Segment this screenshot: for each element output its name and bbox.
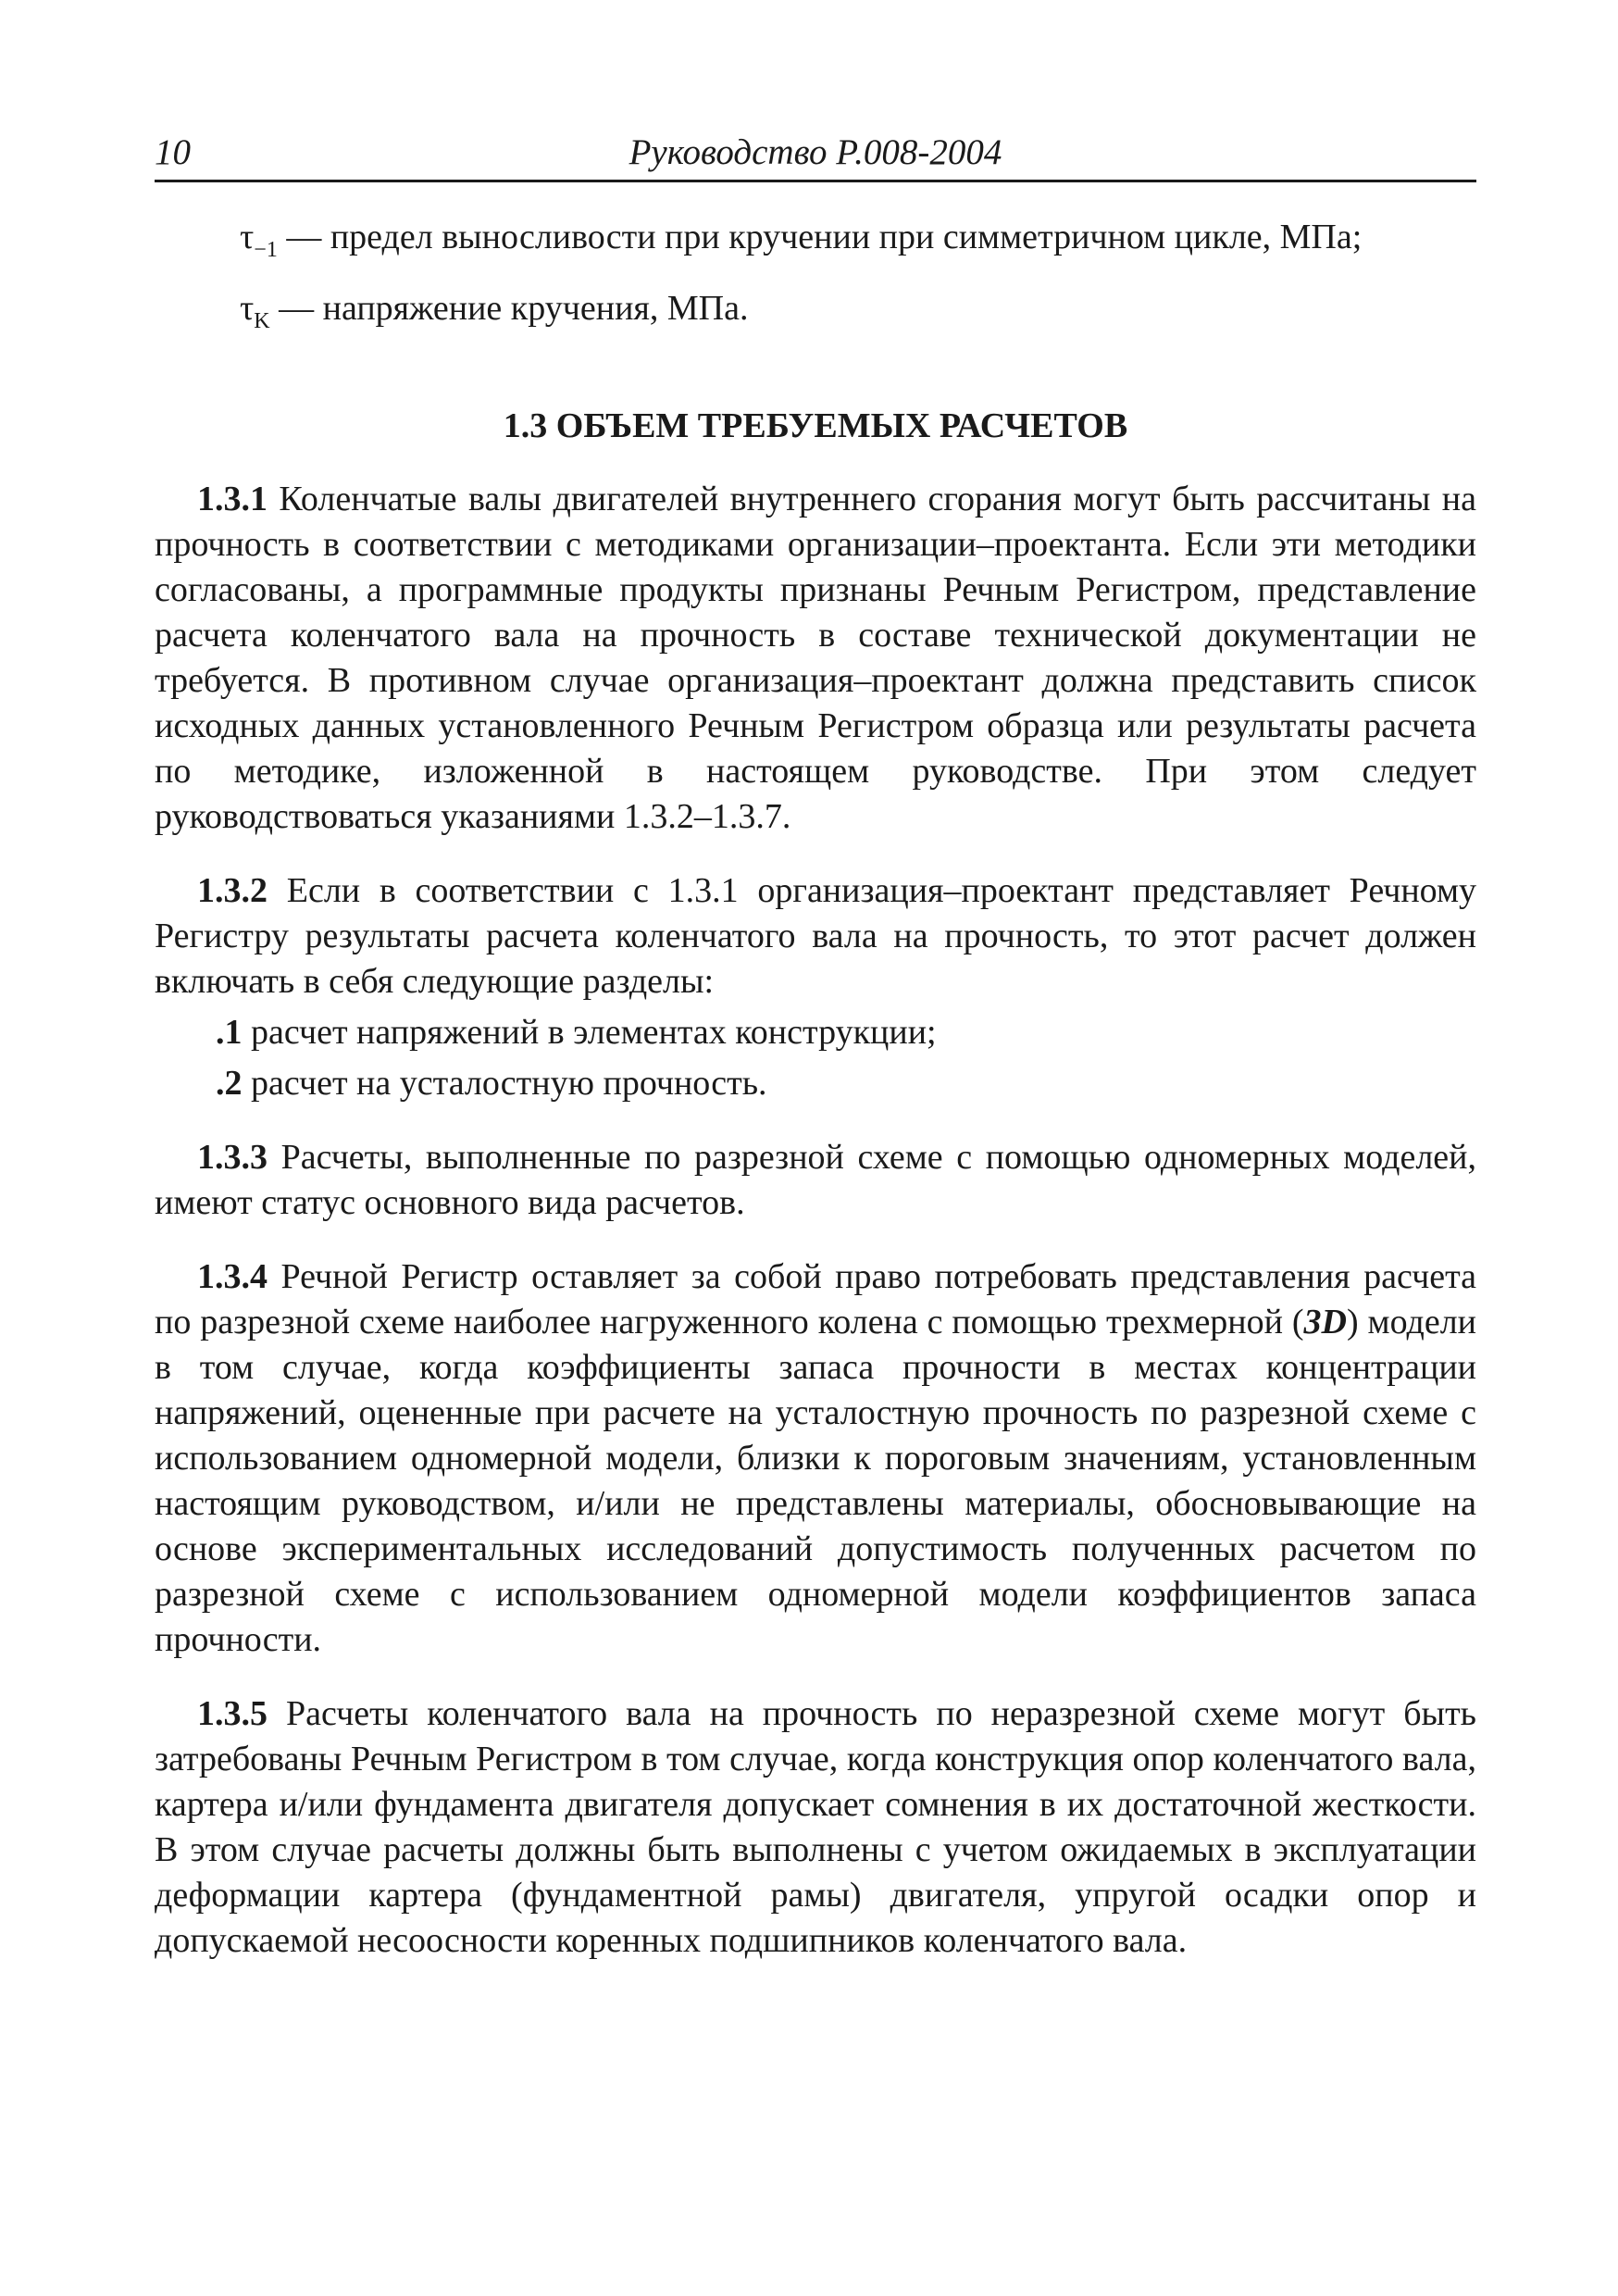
symbol-subscript: K <box>254 309 270 333</box>
item-text: расчет на усталостную прочность. <box>251 1064 767 1103</box>
paragraph-number: 1.3.1 <box>197 480 268 518</box>
page-body <box>155 215 1476 1964</box>
paragraph-1-3-1 <box>155 477 1476 840</box>
symbol-tau: τ <box>240 289 255 328</box>
paragraph-1-3-3 <box>155 1135 1476 1226</box>
item-text: расчет напряжений в элементах конструкции; <box>251 1013 937 1052</box>
paragraph-text: Расчеты коленчатого вала на прочность по неразрезной схеме могут быть затребованы Речным Регистром в том случае, когда конструкция опор коленчатого вала, картера и/или фундамента двигателя допускает сомнения в их достаточной жесткости. В этом случае расчеты должны быть выполнены с учетом ожидаемых в эксплуатации деформации картера (фундаментной рамы) двигателя, упругой осадки опор и допускаемой несоосности коренных подшипников коленчатого вала. <box>155 1694 1477 1960</box>
symbol-subscript: −1 <box>254 238 278 262</box>
document-title: Руководство Р.008-2004 <box>629 132 1002 172</box>
definition-text: — предел выносливости при кручении при симметричном цикле, МПа; <box>286 218 1363 256</box>
page-number: 10 <box>155 132 191 172</box>
paragraph-number: 1.3.3 <box>197 1138 268 1177</box>
item-number: .2 <box>216 1064 243 1103</box>
paragraph-text: Речной Регистр оставляет за собой право потребовать представления расчета по разрезной схеме наиболее нагруженного колена с помощью трехмерной ( <box>155 1257 1477 1341</box>
symbol-tau: τ <box>240 218 255 256</box>
list-item <box>155 1010 1476 1055</box>
paragraph-number: 1.3.2 <box>197 871 268 910</box>
paragraph-text: Если в соответствии с 1.3.1 организация–проектант представляет Речному Регистру результаты расчета коленчатого вала на прочность, то этот расчет должен включать в себя следующие разделы: <box>155 871 1477 1001</box>
paragraph-1-3-5 <box>155 1691 1476 1964</box>
paragraph-number: 1.3.4 <box>197 1257 268 1296</box>
paragraph-number: 1.3.5 <box>197 1694 268 1733</box>
paragraph-text: Расчеты, выполненные по разрезной схеме с помощью одномерных моделей, имеют статус основного вида расчетов. <box>155 1138 1476 1222</box>
paragraph-text: ) модели в том случае, когда коэффициенты запаса прочности в местах концентрации напряжений, оцененные при расчете на усталостную прочность по разрезной схеме с использованием одномерной модели, близки к пороговым значениям, установленным настоящим руководством, и/или не представлены материалы, обосновывающие на основе экспериментальных исследований допустимость полученных расчетом по разрезной схеме с использованием одномерной модели коэффициентов запаса прочности. <box>155 1303 1477 1659</box>
paragraph-1-3-4 <box>155 1254 1476 1663</box>
emphasis-3d: 3D <box>1303 1303 1347 1341</box>
section-heading: 1.3 ОБЪЕМ ТРЕБУЕМЫХ РАСЧЕТОВ <box>503 406 1128 445</box>
running-header <box>155 130 1476 182</box>
item-number: .1 <box>216 1013 243 1052</box>
paragraph-1-3-2 <box>155 868 1476 1004</box>
definition-tau-k <box>155 286 1476 344</box>
list-item <box>155 1061 1476 1106</box>
definition-text: — напряжение кручения, МПа. <box>279 289 749 328</box>
paragraph-text: Коленчатые валы двигателей внутреннего сгорания могут быть рассчитаны на прочность в соответствии с методиками организации–проектанта. Если эти методики согласованы, а программные продукты признаны Речным Регистром, представление расчета коленчатого вала на прочность в составе технической документации не требуется. В противном случае организация–проектант должна представить список исходных данных установленного Речным Регистром образца или результаты расчета по методике, изложенной в настоящем руководстве. При этом следует руководствоваться указаниями 1.3.2–1.3.7. <box>155 480 1476 836</box>
definition-tau-minus-1 <box>155 215 1476 273</box>
